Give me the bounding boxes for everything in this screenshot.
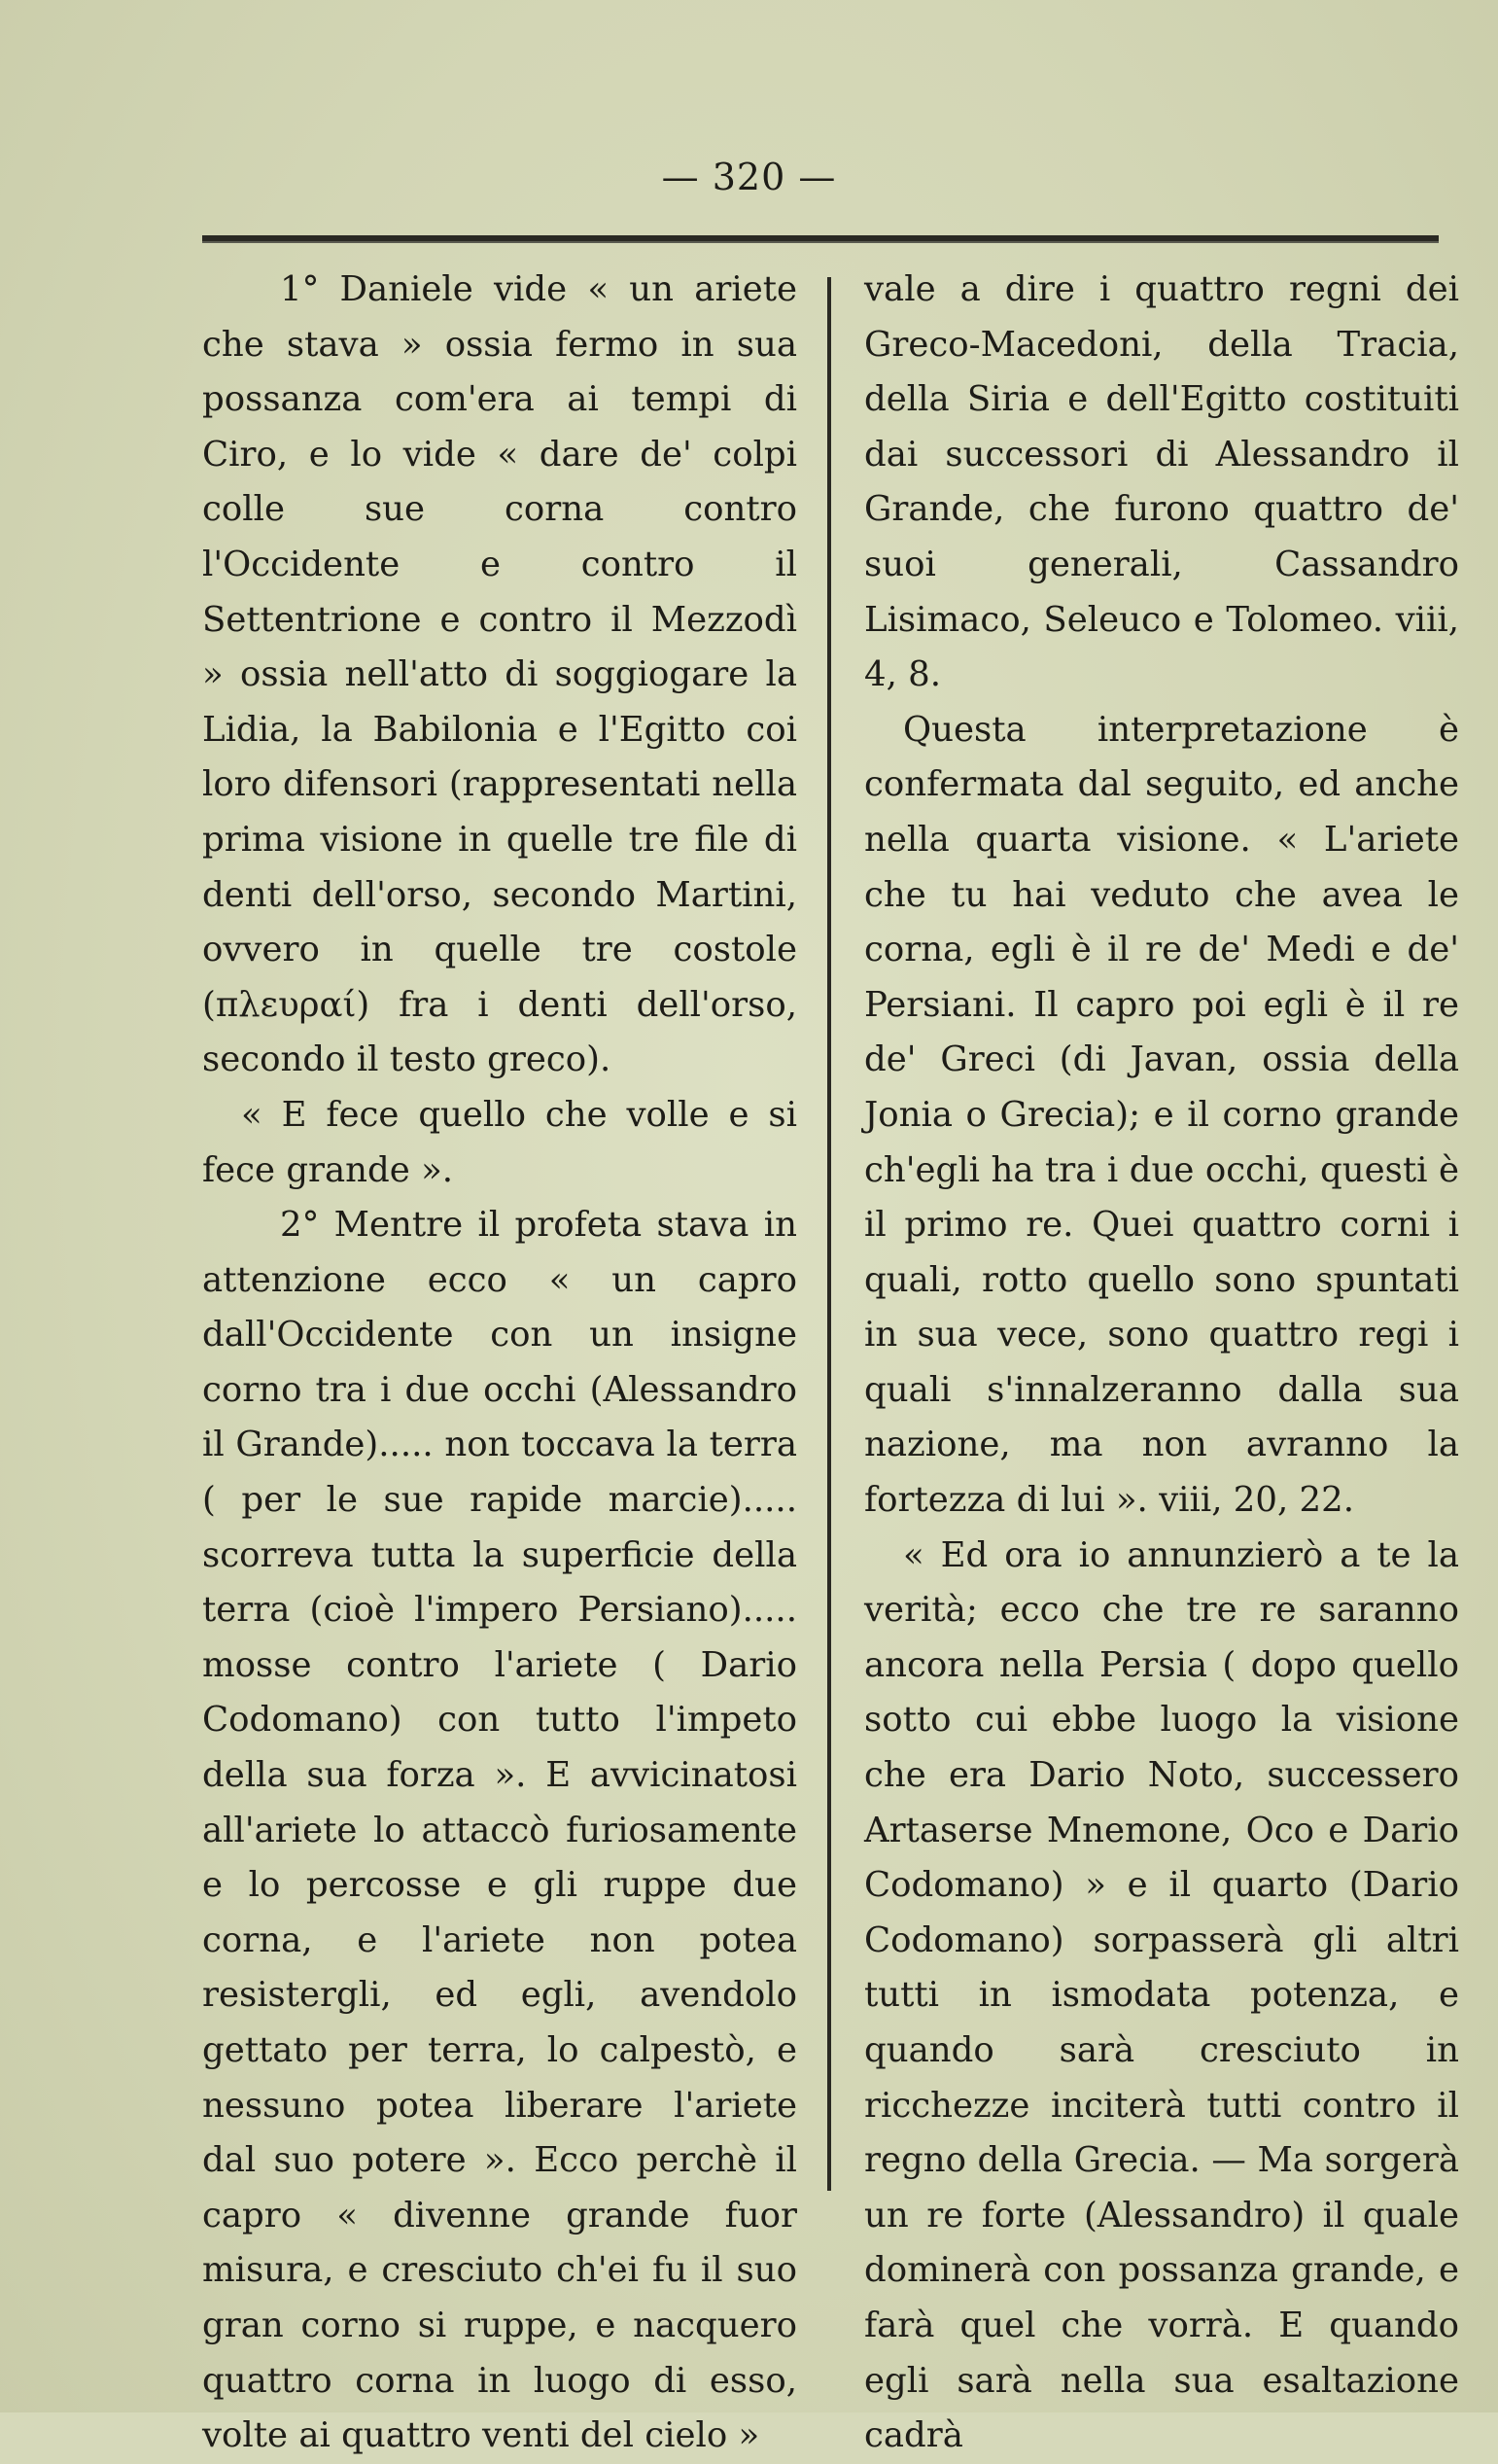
paragraph: vale a dire i quattro regni dei Greco-Macedoni, della Tracia, della Siria e dell'Egitto costituiti dai successori di Alessandro il Grande, che furono quattro de' suoi generali, Cassandro Lisimaco, Seleuco e Tolomeo. viii, 4, 8.	[864, 269, 1459, 695]
paragraph: Questa interpretazione è confermata dal seguito, ed anche nella quarta visione. « L'ariete che tu hai veduto che avea le corna, egli è il re de' Medi e de' Persiani. Il capro poi egli è il re de' Greci (di Javan, ossia della Jonia o Grecia); e il corno grande ch'egli ha tra i due occhi, questi è il primo re. Quei quattro corni i quali, rotto quello sono spuntati in sua vece, sono quattro regi i quali s'innalzeranno dalla sua nazione, ma non avranno la fortezza di lui ». viii, 20, 22.	[864, 709, 1459, 1521]
column-divider	[827, 277, 831, 2191]
paragraph: 2° Mentre il profeta stava in attenzione ecco « un capro dall'Occidente con un insigne corno tra i due occhi (Alessandro il Grande)..... non toccava la terra ( per le sue rapide marcie)..... scorreva tutta la superficie della terra (cioè l'impero Persiano)..... mosse contro l'ariete ( Dario Codomano) con tutto l'impeto della sua forza ». E avvicinatosi all'ariete lo attaccò furiosamente e lo percosse e gli ruppe due corna, e l'ariete non potea resistergli, ed egli, avendolo gettato per terra, lo calpestò, e nessuno potea liberare l'ariete dal suo potere ». Ecco perchè il capro « divenne grande fuor misura, e cresciuto ch'ei fu il suo gran corno si ruppe, e nacquero quattro corna in luogo di esso, volte ai quattro venti del cielo »	[202, 1205, 797, 2456]
paragraph: « Ed ora io annunzierò a te la verità; ecco che tre re saranno ancora nella Persia ( dopo quello sotto cui ebbe luogo la visione che era Dario Noto, successero Artaserse Mnemone, Oco e Dario Codomano) » e il quarto (Dario Codomano) sorpasserà gli altri tutti in ismodata potenza, e quando sarà cresciuto in ricchezze inciterà tutti contro il regno della Grecia. — Ma sorgerà un re forte (Alessandro) il quale dominerà con possanza grande, e farà quel che vorrà. E quando egli sarà nella sua esaltazione cadrà	[864, 1534, 1459, 2456]
left-column	[202, 263, 797, 2456]
page-number: — 320 —	[661, 156, 837, 198]
paragraph: 1° Daniele vide « un ariete che stava » ossia fermo in sua possanza com'era ai tempi di Ciro, e lo vide « dare de' colpi colle sue corna contro l'Occidente e contro il Settentrione e contro il Mezzodì » ossia nell'atto di soggiogare la Lidia, la Babilonia e l'Egitto coi loro difensori (rappresentati nella prima visione in quelle tre file di denti dell'orso, secondo Martini, ovvero in quelle tre costole (πλευραί) fra i denti dell'orso, secondo il testo greco).	[202, 269, 797, 1080]
paragraph: « E fece quello che volle e si fece grande ».	[202, 1094, 797, 1190]
header-rule	[202, 235, 1439, 243]
right-column	[864, 263, 1459, 2456]
